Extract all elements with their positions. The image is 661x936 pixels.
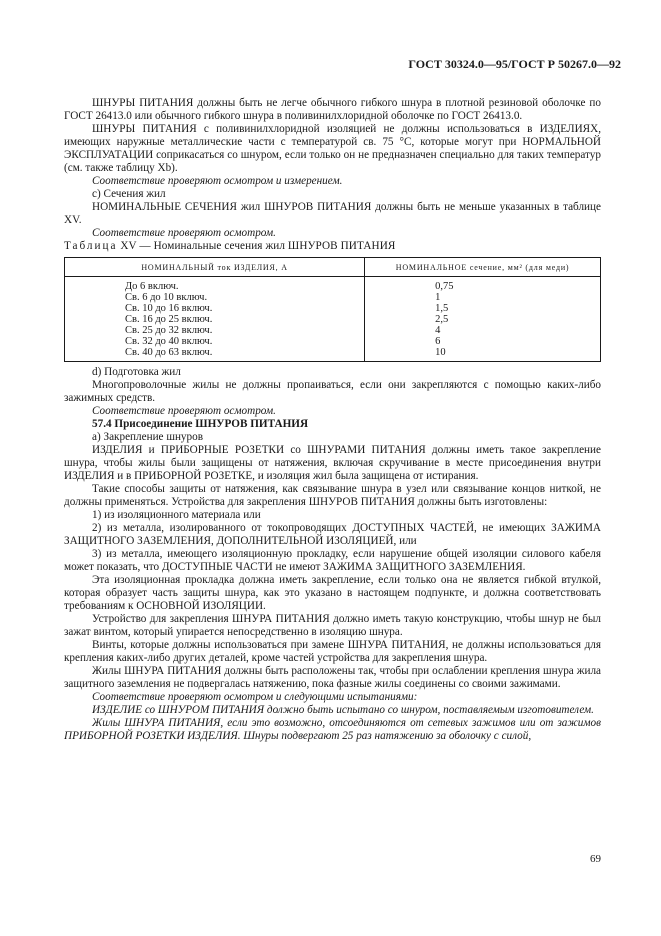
paragraph: ШНУРЫ ПИТАНИЯ должны быть не легче обычного гибкого шнура в плотной резиновой оболочке по ГОСТ 26413.0 или обычного гибкого шнура в поливинилхлоридной оболочке по ГОСТ 26413.0.	[64, 97, 601, 122]
paragraph: НОМИНАЛЬНЫЕ СЕЧЕНИЯ жил ШНУРОВ ПИТАНИЯ должны быть не меньше указанных в таблице XV.	[64, 201, 601, 226]
paragraph: ШНУРЫ ПИТАНИЯ с поливинилхлоридной изоляцией не должны использоваться в ИЗДЕЛИЯХ, имеющих наружные металлические части с температурой св. 75 °С, которые могут при НОРМАЛЬНОЙ ЭКСПЛУАТАЦИИ соприкасаться со шнуром, если только он не предназначен специально для таких температур (см. также таблицу Xb).	[64, 123, 601, 174]
paragraph: Такие способы защиты от натяжения, как связывание шнура в узел или связывание концов ниткой, не должны применяться. Устройства для закрепления ШНУРОВ ПИТАНИЯ должны быть изготовлены:	[64, 483, 601, 508]
paragraph: ИЗДЕЛИЯ и ПРИБОРНЫЕ РОЗЕТКИ со ШНУРАМИ ПИТАНИЯ должны иметь такое закрепление шнура, чтобы жилы были защищены от натяжения, включая скручивание в месте присоединения внутри ИЗДЕЛИЯ и в ПРИБОРНОЙ РОЗЕТКЕ, и изоляция жил была защищена от истирания.	[64, 444, 601, 482]
table-cell-range: Св. 25 до 32 включ.	[125, 325, 213, 336]
list-item: 1) из изоляционного материала или	[92, 509, 261, 521]
test-paragraph: ИЗДЕЛИЕ со ШНУРОМ ПИТАНИЯ должно быть испытано со шнуром, поставляемым изготовителем.	[92, 704, 594, 716]
compliance-note: Соответствие проверяют осмотром и измерением.	[92, 175, 343, 187]
page-number: 69	[590, 853, 601, 865]
table-cell-range: Св. 10 до 16 включ.	[125, 303, 213, 314]
subclause-title: а) Закрепление шнуров	[92, 431, 203, 443]
document-header: ГОСТ 30324.0—95/ГОСТ Р 50267.0—92	[408, 57, 621, 71]
table-cell-value: 1,5	[435, 303, 449, 314]
table-cell-value: 10	[435, 347, 446, 358]
table-header-section: НОМИНАЛЬНОЕ сечение, мм² (для меди)	[365, 258, 601, 277]
table-cell-range: Св. 16 до 25 включ.	[125, 314, 213, 325]
table-cell-range: Св. 6 до 10 включ.	[125, 292, 208, 303]
paragraph: Многопроволочные жилы не должны пропаиваться, если они закрепляются с помощью каких-либо зажимных средств.	[64, 379, 601, 404]
table-cell-range: Св. 40 до 63 включ.	[125, 347, 213, 358]
list-item: 3) из металла, имеющего изоляционную прокладку, если нарушение общей изоляции силового кабеля может показать, что ДОСТУПНЫЕ ЧАСТИ не имеют ЗАЖИМА ЗАЩИТНОГО ЗАЗЕМЛЕНИЯ.	[64, 548, 601, 573]
paragraph: Эта изоляционная прокладка должна иметь закрепление, если только она не является гибкой втулкой, которая образует часть защиты шнура, как это указано в настоящем подпункте, и должна соответствовать требованиям к ОСНОВНОЙ ИЗОЛЯЦИИ.	[64, 574, 601, 612]
subclause-title: с) Сечения жил	[92, 188, 166, 200]
table-cell-value: 1	[435, 292, 441, 303]
table-cell-value: 2,5	[435, 314, 449, 325]
compliance-note: Соответствие проверяют осмотром.	[92, 405, 276, 417]
test-paragraph: Жилы ШНУРА ПИТАНИЯ, если это возможно, отсоединяются от сетевых зажимов или от зажимов ПРИБОРНОЙ РОЗЕТКИ ИЗДЕЛИЯ. Шнуры подвергают 25 раз натяжению за оболочку с силой,	[64, 717, 601, 742]
subclause-title: d) Подготовка жил	[92, 366, 181, 378]
compliance-note: Соответствие проверяют осмотром и следующими испытаниями:	[92, 691, 418, 703]
page-content	[64, 97, 601, 743]
paragraph: Устройство для закрепления ШНУРА ПИТАНИЯ должно иметь такую конструкцию, чтобы шнур не был зажат винтом, который упирается непосредственно в изоляцию шнура.	[64, 613, 601, 638]
section-heading: 57.4 Присоединение ШНУРОВ ПИТАНИЯ	[92, 418, 309, 430]
conductor-section-table	[64, 257, 601, 362]
table-cell-range: Св. 32 до 40 включ.	[125, 336, 213, 347]
table-cell-range: До 6 включ.	[125, 281, 179, 292]
compliance-note: Соответствие проверяют осмотром.	[92, 227, 276, 239]
paragraph: Жилы ШНУРА ПИТАНИЯ должны быть расположены так, чтобы при ослаблении крепления шнура жила защитного заземления не подвергалась натяжению, пока фазные жилы соединены со своими зажимами.	[64, 665, 601, 690]
table-header-current: НОМИНАЛЬНЫЙ ток ИЗДЕЛИЯ, А	[65, 258, 365, 277]
table-caption: Таблица XV — Номинальные сечения жил ШНУРОВ ПИТАНИЯ	[64, 240, 396, 252]
table-values-cell	[365, 277, 601, 362]
table-ranges-cell	[65, 277, 365, 362]
table-cell-value: 6	[435, 336, 441, 347]
table-cell-value: 0,75	[435, 281, 454, 292]
paragraph: Винты, которые должны использоваться при замене ШНУРА ПИТАНИЯ, не должны использоваться для крепления каких-либо других деталей, кроме частей устройства для закрепления шнура.	[64, 639, 601, 664]
list-item: 2) из металла, изолированного от токопроводящих ДОСТУПНЫХ ЧАСТЕЙ, не имеющих ЗАЖИМА ЗАЩИТНОГО ЗАЗЕМЛЕНИЯ, ДОПОЛНИТЕЛЬНОЙ ИЗОЛЯЦИЕЙ, или	[64, 522, 601, 547]
table-cell-value: 4	[435, 325, 441, 336]
